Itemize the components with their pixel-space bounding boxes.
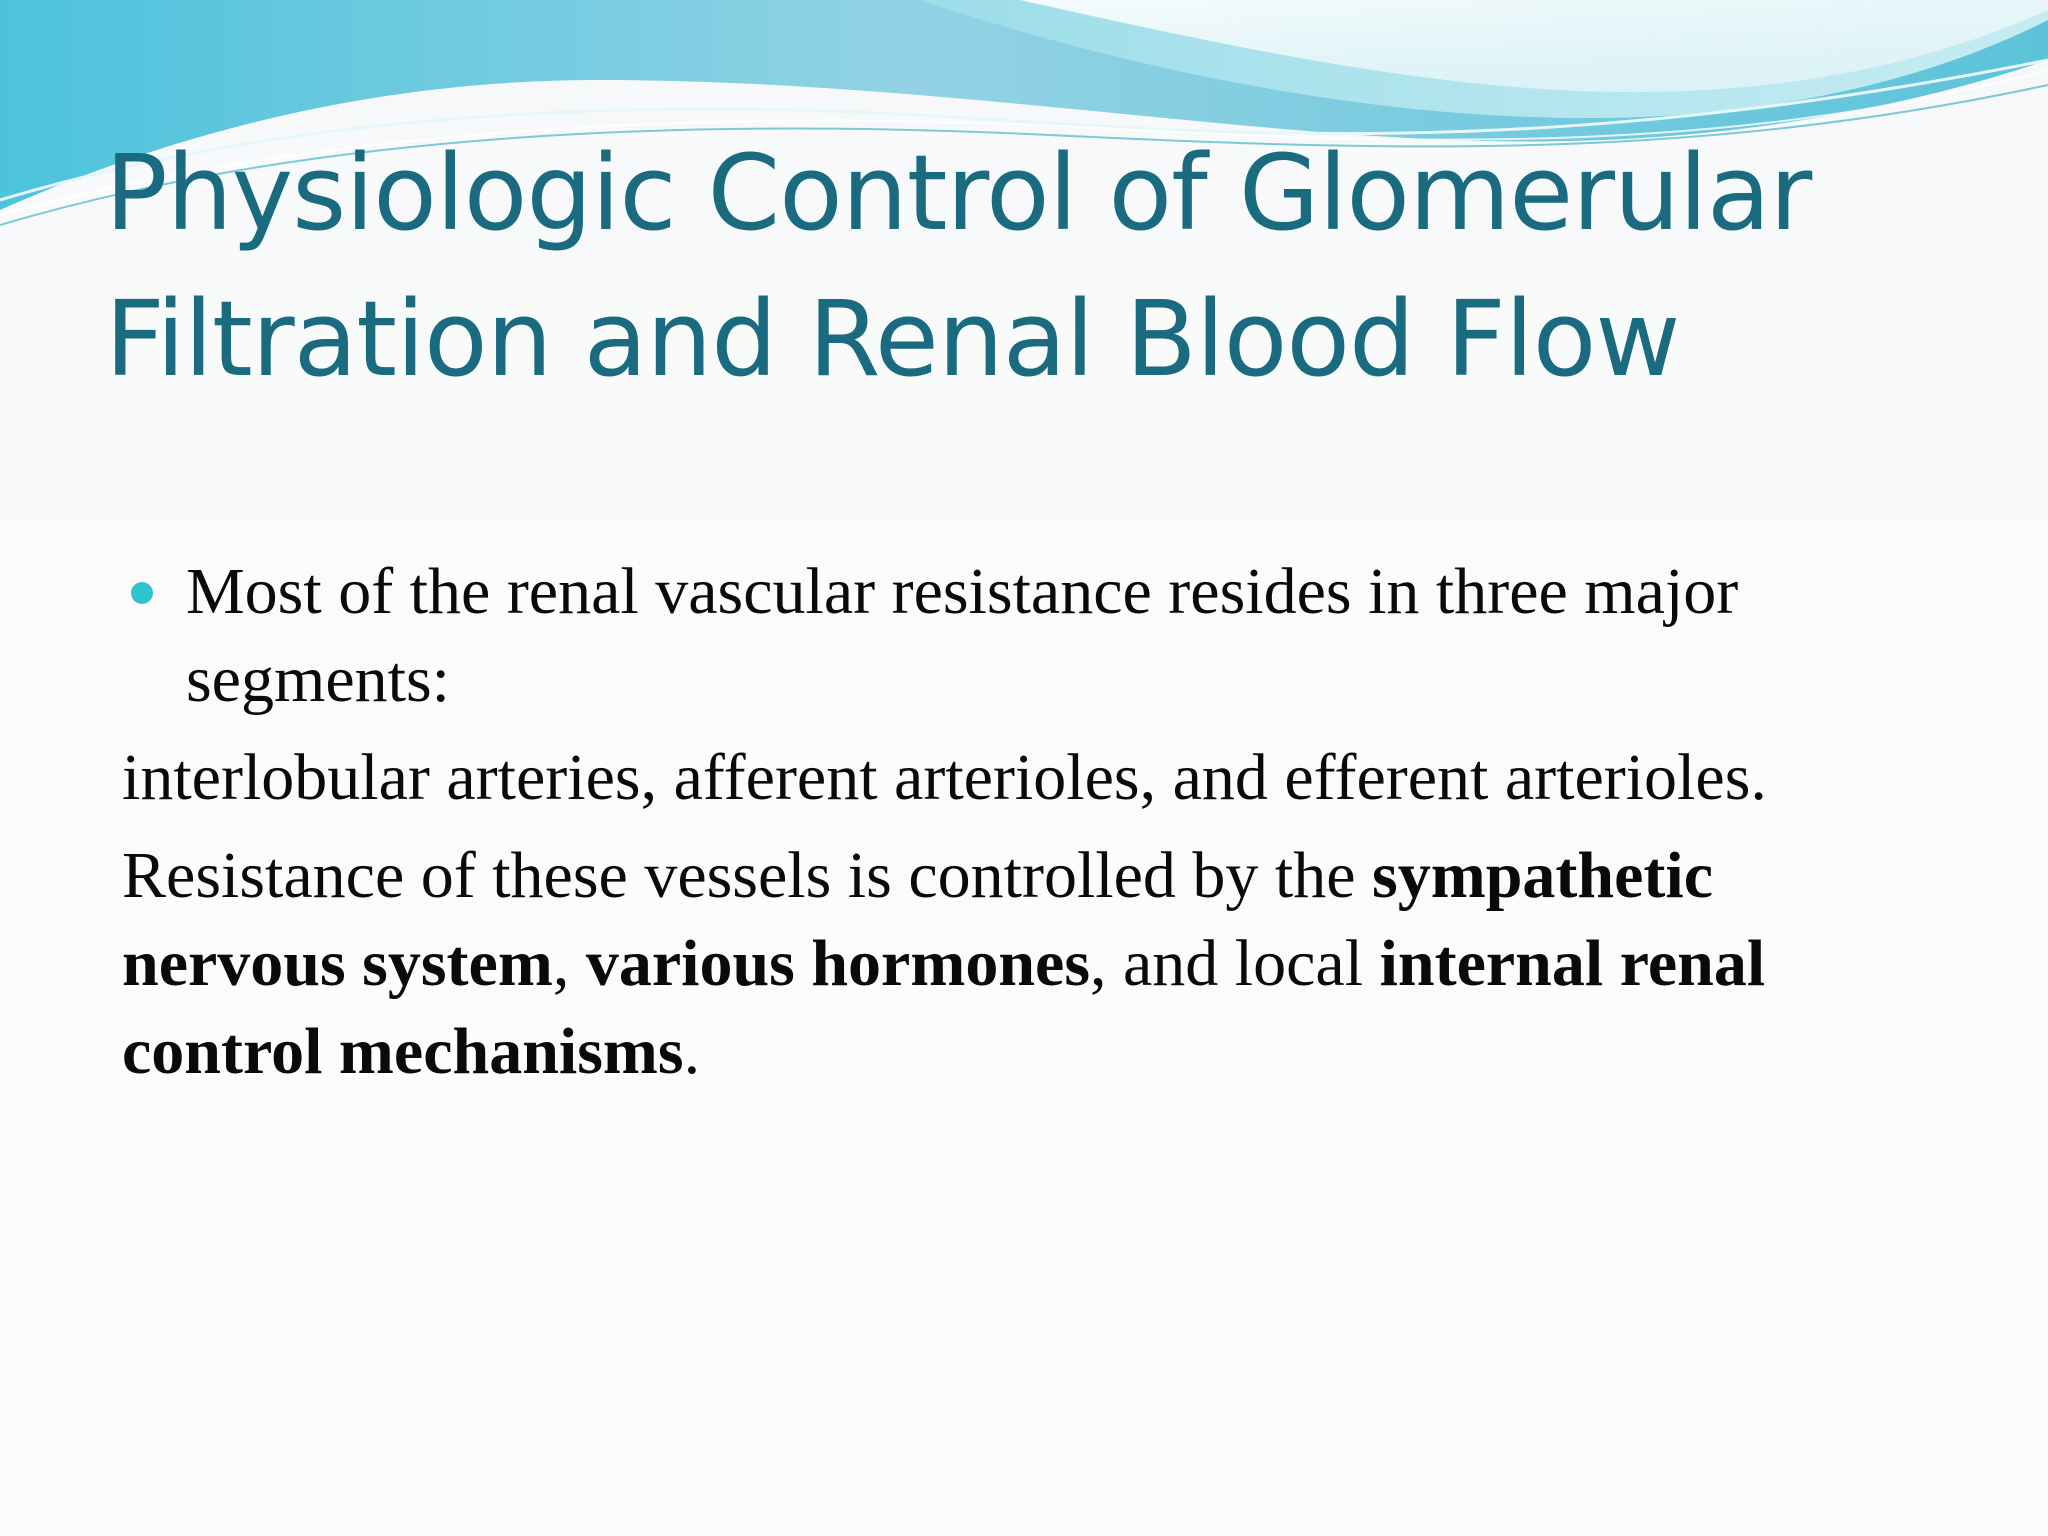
para2-text-3: , and local xyxy=(1090,927,1380,1000)
paragraph-vessels: interlobular arteries, afferent arterioles, and efferent arterioles. xyxy=(122,741,1767,814)
para2-bold-hormones: various hormones xyxy=(585,927,1090,1000)
slide-body xyxy=(122,548,1922,1106)
title-line-2: Filtration and Renal Blood Flow xyxy=(105,278,1680,400)
para2-bold-sympathetic: sympathetic nervous system xyxy=(122,839,1714,1000)
paragraph-resistance xyxy=(122,832,1922,1096)
slide-title xyxy=(105,120,2005,412)
title-line-1: Physiologic Control of Glomerular xyxy=(105,132,1812,254)
para2-bold-mechanisms: internal renal control mechanisms xyxy=(122,927,1766,1088)
para2-text-4: . xyxy=(683,1015,701,1088)
para2-text-1: Resistance of these vessels is controlled by the xyxy=(122,839,1373,912)
bullet-text: Most of the renal vascular resistance resides in three major segments: xyxy=(186,555,1739,716)
para2-text-2: , xyxy=(552,927,586,1000)
bullet-dot-icon xyxy=(131,582,153,604)
bullet-item xyxy=(122,548,1922,724)
